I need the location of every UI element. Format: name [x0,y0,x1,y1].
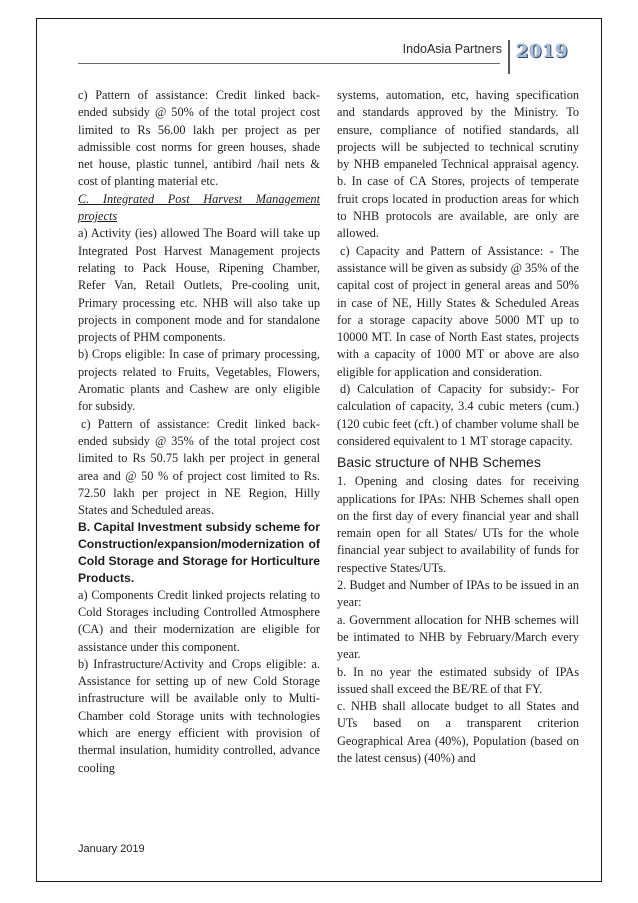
header-divider [508,40,510,74]
header-year: 2019 [516,41,569,62]
footer-date: January 2019 [78,843,145,855]
paragraph: c) Pattern of assistance: Credit linked back-ended subsidy @ 50% of the total project cost limited to Rs 56.00 lakh per project as per admissible cost norms for green houses, shade net house, plastic tunnel, antibird /hail nets & cost of planting material etc. [78,88,320,189]
paragraph: c) Pattern of assistance: Credit linked back-ended subsidy @ 35% of the total project cost limited to Rs 50.75 lakh per project in general area and @ 50 % of project cost limited to Rs. 72.50 lakh per project in NE Region, Hilly States and Scheduled areas. [78,416,320,518]
paragraph: systems, automation, etc, having specification and standards approved by the Ministry. To ensure, compliance of notified standards, all projects will be subjected to technical scrutiny by NHB empaneled Technical appraisal agency. b. In case of CA Stores, projects of temperate fruit crops located in production areas for which to NHB protocols are available, are only are allowed. [337,88,579,241]
section-heading: Basic structure of NHB Schemes [337,454,541,471]
paragraph: b) Crops eligible: In case of primary processing, projects related to Fruits, Vegetables, Flowers, Aromatic plants and Cashew are only eligible for subsidy. [78,347,320,414]
header-rule [78,63,500,64]
paragraph: a. Government allocation for NHB schemes will be intimated to NHB by February/March every year. [337,612,579,662]
paragraph: d) Calculation of Capacity for subsidy:- For calculation of capacity, 3.4 cubic meters (cum.) (120 cubic feet (cft.) of chamber volume shall be considered equivalent to 1 MT storage capacity. [337,382,579,448]
paragraph: a) Activity (ies) allowed The Board will take up Integrated Post Harvest Management projects relating to Pack House, Ripening Chamber, Refer Van, Retail Outlets, Pre-cooling unit, Primary processing etc. NHB will also take up projects in component mode and for standalone projects of PHM components. [78,226,320,345]
paragraph: b. In no year the estimated subsidy of IPAs issued shall exceed the BE/RE of that FY. [337,664,579,696]
paragraph: 2. Budget and Number of IPAs to be issued in an year: [337,578,579,610]
section-heading: C. Integrated Post Harvest Management projects [78,191,320,224]
paragraph: b) Infrastructure/Activity and Crops eligible: a. Assistance for setting up of new Cold Storage infrastructure will be available only to Multi-Chamber cold Storage units with technologies which are energy efficient with provision of thermal insulation, humidity controlled, advance cooling [78,656,320,775]
right-column [337,87,579,767]
paragraph: a) Components Credit linked projects relating to Cold Storages including Controlled Atmosphere (CA) and their modernization are eligible for assistance under this component. [78,587,320,654]
paragraph: c. NHB shall allocate budget to all States and UTs based on a transparent criterion Geographical Area (40%), Population (based on the latest census) (40%) and [337,699,579,765]
header-company-name: IndoAsia Partners [402,42,502,56]
left-column [78,87,320,777]
section-heading: B. Capital Investment subsidy scheme for Construction/expansion/modernization of Cold Storage and Storage for Horticulture Products. [78,520,320,585]
paragraph: c) Capacity and Pattern of Assistance: - The assistance will be given as subsidy @ 35% of the capital cost of project in general areas and 50% in case of NE, Hilly States & Scheduled Areas for a storage capacity above 5000 MT up to 10000 MT. In case of North East states, projects with a capacity of 1000 MT or above are also eligible for application and consideration. [337,243,579,379]
paragraph: 1. Opening and closing dates for receiving applications for IPAs: NHB Schemes shall open on the first day of every financial year and shall remain open for all States/ UTs for the whole financial year subject to availability of funds for respective States/UTs. [337,474,579,575]
